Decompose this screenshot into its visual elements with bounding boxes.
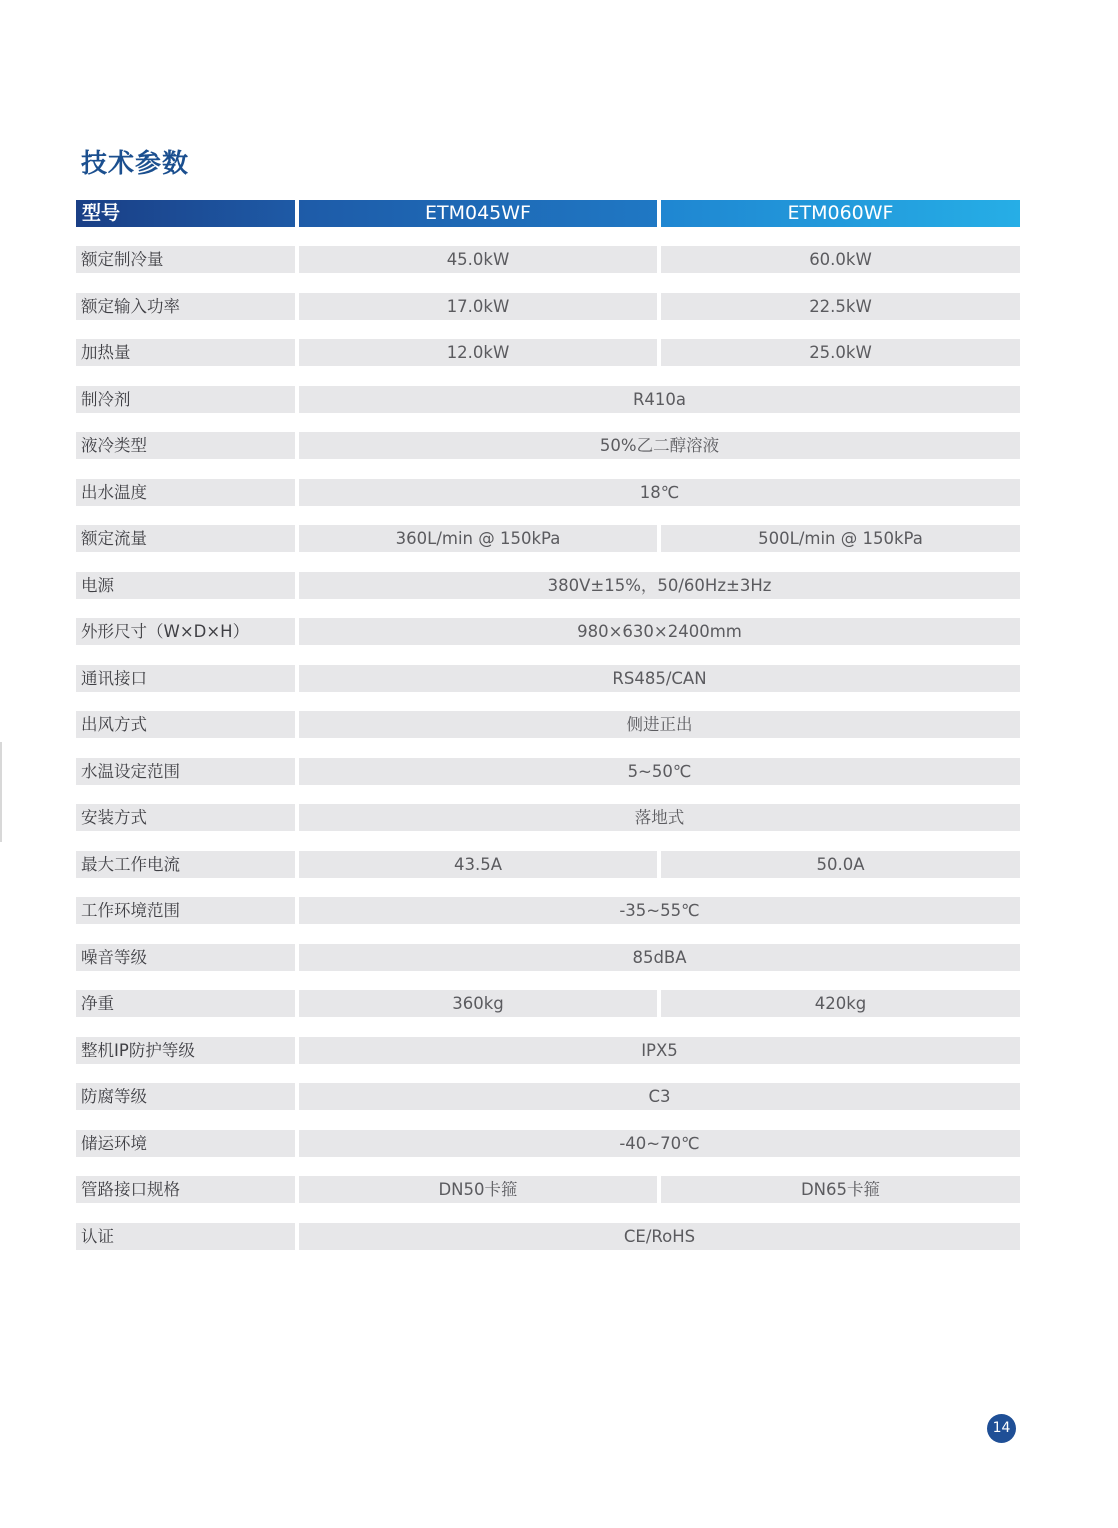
row-value-model-b-cell: 60.0kW [661,246,1020,273]
row-value-model-b-cell: 500L/min @ 150kPa [661,525,1020,552]
row-value-model-a-cell: 360kg [299,990,657,1017]
row-value-model-b-cell: 25.0kW [661,339,1020,366]
row-label-cell: 工作环境范围 [76,897,295,924]
row-label-cell: 通讯接口 [76,665,295,692]
row-value-model-b-cell: DN65卡箍 [661,1176,1020,1203]
header-label-cell: 型号 [76,200,295,227]
row-value-span-cell: 50%乙二醇溶液 [299,432,1020,459]
row-value-model-a-cell: 17.0kW [299,293,657,320]
page-number-badge: 14 [987,1414,1016,1443]
table-row [76,386,1020,413]
table-row [76,804,1020,831]
table-row [76,339,1020,366]
row-value-model-b-cell: 50.0A [661,851,1020,878]
table-row [76,1037,1020,1064]
table-row [76,432,1020,459]
side-edge-mark [0,742,2,842]
table-row [76,851,1020,878]
table-row [76,758,1020,785]
row-value-span-cell: 85dBA [299,944,1020,971]
row-label-cell: 管路接口规格 [76,1176,295,1203]
table-row [76,944,1020,971]
table-row [76,525,1020,552]
row-label-cell: 储运环境 [76,1130,295,1157]
table-row [76,618,1020,645]
header-model-a-cell: ETM045WF [299,200,657,227]
row-label-cell: 水温设定范围 [76,758,295,785]
row-value-model-a-cell: 360L/min @ 150kPa [299,525,657,552]
row-label-cell: 额定流量 [76,525,295,552]
row-label-cell: 外形尺寸（W×D×H） [76,618,295,645]
table-row [76,1083,1020,1110]
row-label-cell: 额定制冷量 [76,246,295,273]
row-value-span-cell: 5~50℃ [299,758,1020,785]
row-value-span-cell: 侧进正出 [299,711,1020,738]
spec-table [76,200,1020,1246]
row-value-span-cell: IPX5 [299,1037,1020,1064]
row-label-cell: 防腐等级 [76,1083,295,1110]
row-value-span-cell: C3 [299,1083,1020,1110]
page-title: 技术参数 [81,149,190,179]
table-row [76,897,1020,924]
table-row [76,572,1020,599]
row-label-cell: 净重 [76,990,295,1017]
row-label-cell: 液冷类型 [76,432,295,459]
row-value-model-b-cell: 22.5kW [661,293,1020,320]
table-row [76,293,1020,320]
row-value-span-cell: 380V±15%，50/60Hz±3Hz [299,572,1020,599]
row-value-span-cell: -40~70℃ [299,1130,1020,1157]
row-label-cell: 出风方式 [76,711,295,738]
row-label-cell: 整机IP防护等级 [76,1037,295,1064]
table-row [76,1176,1020,1203]
row-label-cell: 安装方式 [76,804,295,831]
table-row [76,479,1020,506]
table-row [76,1223,1020,1250]
row-label-cell: 最大工作电流 [76,851,295,878]
row-label-cell: 认证 [76,1223,295,1250]
row-label-cell: 噪音等级 [76,944,295,971]
row-label-cell: 出水温度 [76,479,295,506]
row-label-cell: 额定输入功率 [76,293,295,320]
row-value-span-cell: 980×630×2400mm [299,618,1020,645]
row-value-span-cell: R410a [299,386,1020,413]
table-row [76,1130,1020,1157]
row-label-cell: 制冷剂 [76,386,295,413]
table-row [76,665,1020,692]
row-value-model-a-cell: 43.5A [299,851,657,878]
table-row [76,990,1020,1017]
row-value-span-cell: CE/RoHS [299,1223,1020,1250]
row-label-cell: 加热量 [76,339,295,366]
row-value-span-cell: RS485/CAN [299,665,1020,692]
row-value-model-b-cell: 420kg [661,990,1020,1017]
row-label-cell: 电源 [76,572,295,599]
row-value-model-a-cell: 45.0kW [299,246,657,273]
row-value-span-cell: 18℃ [299,479,1020,506]
table-header-row [76,200,1020,227]
row-value-span-cell: -35~55℃ [299,897,1020,924]
row-value-model-a-cell: DN50卡箍 [299,1176,657,1203]
row-value-span-cell: 落地式 [299,804,1020,831]
header-model-b-cell: ETM060WF [661,200,1020,227]
table-row [76,246,1020,273]
table-row [76,711,1020,738]
row-value-model-a-cell: 12.0kW [299,339,657,366]
